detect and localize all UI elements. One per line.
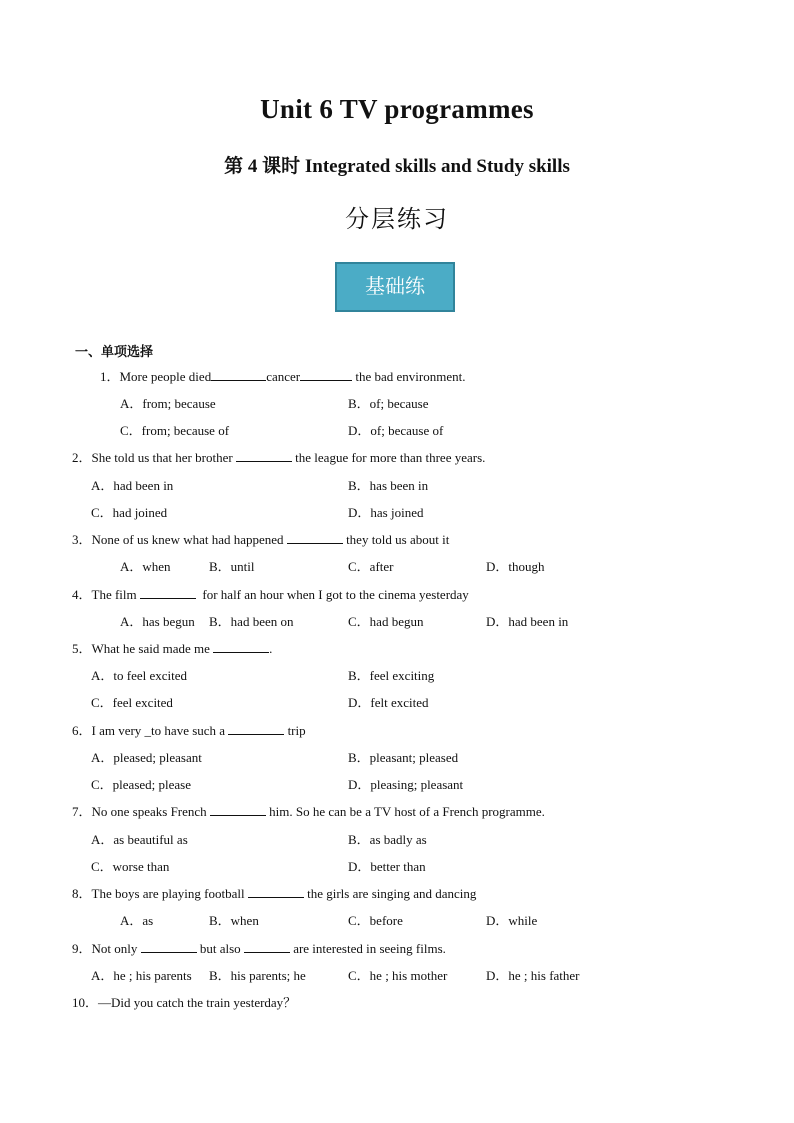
- question-6-stem: 6．I am very _to have such a trip: [72, 723, 306, 738]
- question-5-option-c: C．feel excited: [91, 695, 173, 710]
- question-4-option-c: C．had begun: [348, 614, 424, 629]
- question-8-option-a: A．as: [120, 913, 154, 928]
- question-7-option-d: D．better than: [348, 859, 426, 874]
- question-2-option-b: B．has been in: [348, 478, 429, 493]
- answer-blank: [228, 723, 284, 735]
- question-6-option-d: D．pleasing; pleasant: [348, 777, 464, 792]
- answer-blank: [140, 587, 196, 599]
- page-title: Unit 6 TV programmes: [260, 94, 534, 124]
- answer-blank: [248, 886, 304, 898]
- answer-blank: [210, 804, 266, 816]
- answer-blank: [141, 941, 197, 953]
- question-3-option-d: D．though: [486, 559, 545, 574]
- question-8-option-c: C．before: [348, 913, 403, 928]
- answer-blank: [287, 532, 343, 544]
- answer-blank: [300, 369, 352, 381]
- question-4-option-d: D．had been in: [486, 614, 569, 629]
- question-10-stem: 10．—Did you catch the train yesterday？: [72, 995, 297, 1010]
- section-heading: 一、单项选择: [75, 344, 154, 359]
- question-1-stem: 1．More people died cancer the bad environment.: [100, 369, 466, 384]
- question-2-option-a: A．had been in: [91, 478, 174, 493]
- question-6-option-a: A．pleased; pleasant: [91, 750, 202, 765]
- question-7-option-a: A．as beautiful as: [91, 832, 188, 847]
- question-8-option-b: B．when: [209, 913, 259, 928]
- question-2-option-d: D．has joined: [348, 505, 424, 520]
- practice-heading: 分层练习: [345, 207, 449, 233]
- question-5-option-a: A．to feel excited: [91, 668, 188, 683]
- question-7-option-b: B．as badly as: [348, 832, 427, 847]
- level-badge: 基础练: [335, 262, 455, 312]
- question-9-option-b: B．his parents; he: [209, 968, 306, 983]
- question-5-option-d: D．felt excited: [348, 695, 429, 710]
- question-6-option-b: B．pleasant; pleased: [348, 750, 459, 765]
- question-5-stem: 5．What he said made me .: [72, 641, 273, 656]
- question-4-option-a: A．has begun: [120, 614, 195, 629]
- question-7-stem: 7．No one speaks French him. So he can be a TV host of a French programme.: [72, 804, 545, 819]
- question-9-option-c: C．he ; his mother: [348, 968, 448, 983]
- answer-blank: [236, 450, 292, 462]
- question-1-option-d: D．of; because of: [348, 423, 444, 438]
- answer-blank: [211, 369, 266, 381]
- question-9-option-a: A．he ; his parents: [91, 968, 192, 983]
- question-2-stem: 2．She told us that her brother the league for more than three years.: [72, 450, 486, 465]
- answer-blank: [213, 641, 269, 653]
- question-8-stem: 8．The boys are playing football the girls are singing and dancing: [72, 886, 477, 901]
- question-7-option-c: C．worse than: [91, 859, 170, 874]
- question-3-option-a: A．when: [120, 559, 171, 574]
- question-4-stem: 4．The film for half an hour when I got to the cinema yesterday: [72, 587, 469, 602]
- question-9-stem: 9．Not only but also are interested in seeing films.: [72, 941, 446, 956]
- question-3-stem: 3．None of us knew what had happened they told us about it: [72, 532, 450, 547]
- question-9-option-d: D．he ; his father: [486, 968, 580, 983]
- question-1-option-c: C．from; because of: [120, 423, 230, 438]
- question-3-option-b: B．until: [209, 559, 255, 574]
- question-5-option-b: B．feel exciting: [348, 668, 435, 683]
- question-1-option-a: A．from; because: [120, 396, 216, 411]
- question-8-option-d: D．while: [486, 913, 538, 928]
- lesson-subtitle: 第 4 课时 Integrated skills and Study skills: [224, 156, 570, 177]
- question-1-option-b: B．of; because: [348, 396, 429, 411]
- question-3-option-c: C．after: [348, 559, 394, 574]
- question-6-option-c: C．pleased; please: [91, 777, 191, 792]
- question-2-option-c: C．had joined: [91, 505, 168, 520]
- answer-blank: [244, 941, 290, 953]
- question-4-option-b: B．had been on: [209, 614, 294, 629]
